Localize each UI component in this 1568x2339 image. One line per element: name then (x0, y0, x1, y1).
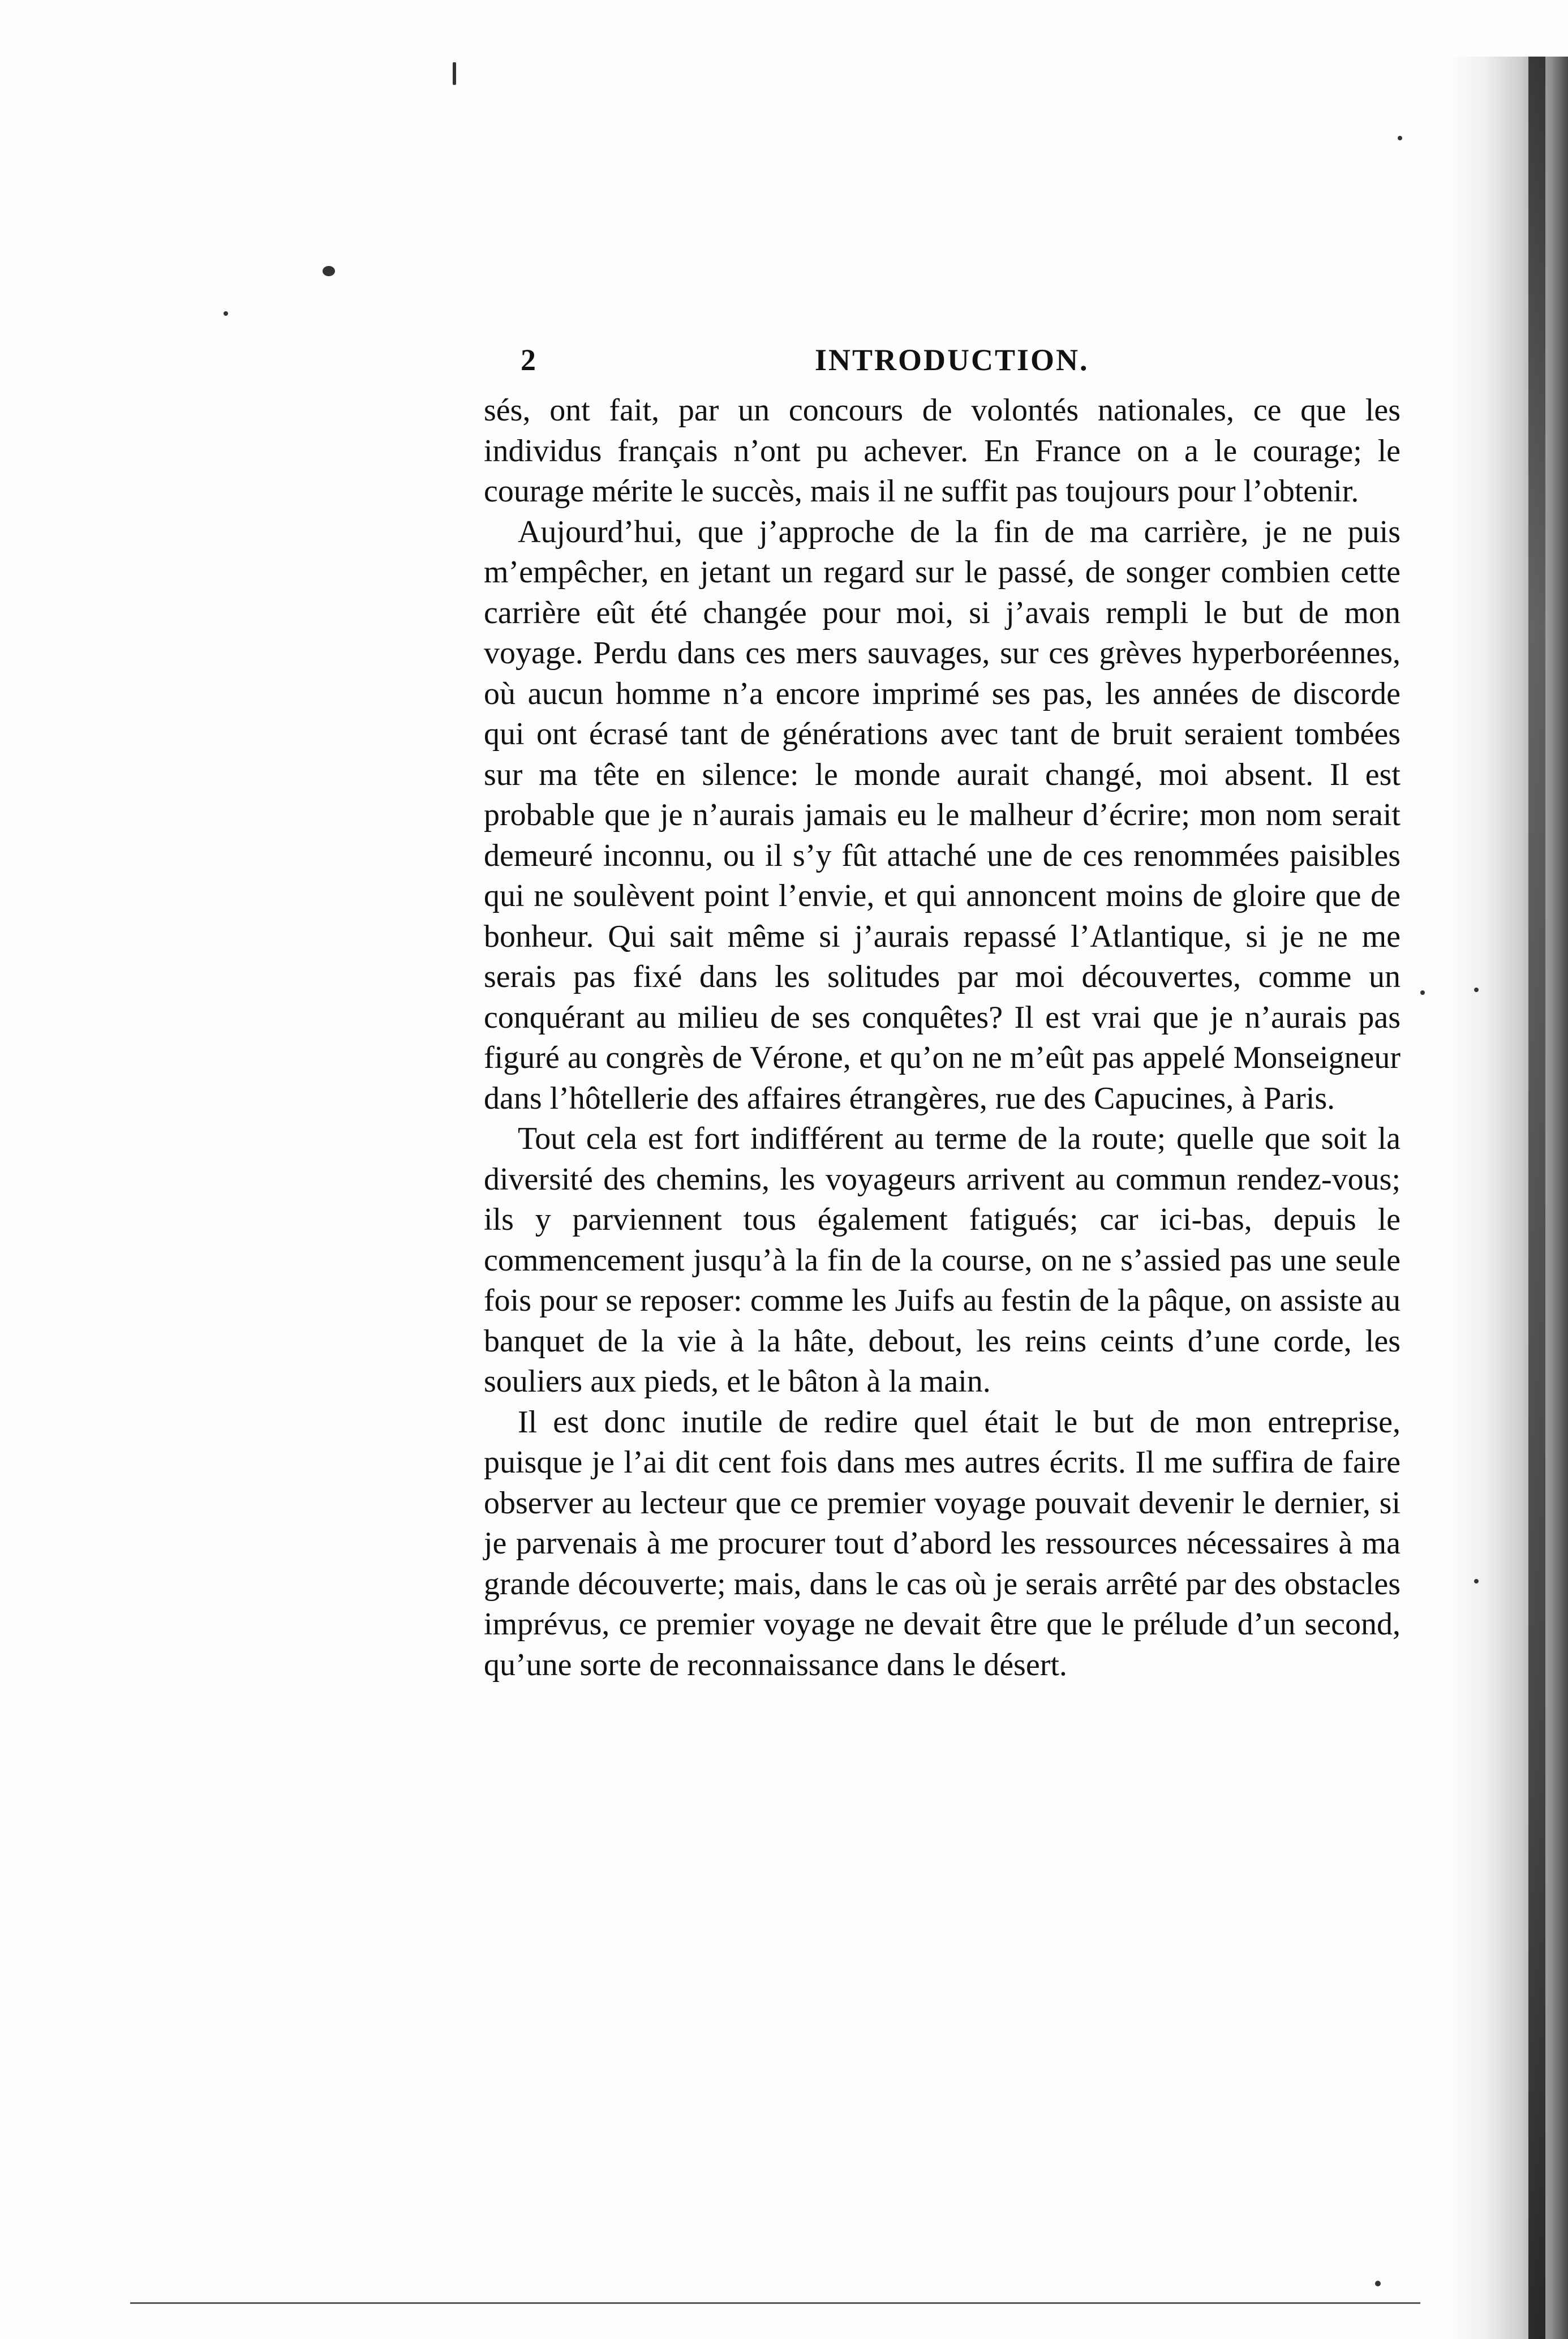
running-head-title: INTRODUCTION. (815, 343, 1089, 377)
running-head (487, 342, 1403, 382)
paragraph-continued: sés, ont fait, par un concours de volontés nationales, ce que les individus français n’ont pu achever. En France on a le courage; le courage mérite le succès, mais il ne suffit pas toujours pour l’obtenir. (484, 393, 1401, 509)
paragraph: Tout cela est fort indifférent au terme de la route; quelle que soit la diversité des chemins, les voyageurs arrivent au commun rendez-vous; ils y parviennent tous également fatigués; car ici-bas, depuis le commencement jusqu’à la fin de la course, on ne s’assied pas une seule fois pour se reposer: comme les Juifs au festin de la pâque, on assiste au banquet de la vie à la hâte, debout, les reins ceints d’une corde, les souliers aux pieds, et le bâton à la main. (484, 1121, 1401, 1399)
scan-edge-binding (1528, 57, 1545, 2339)
scan-speck (323, 266, 335, 276)
scan-speck (453, 62, 456, 85)
scan-speck (1474, 988, 1479, 992)
paragraph: Aujourd’hui, que j’approche de la fin de ma carrière, je ne puis m’empêcher, en jetant un regard sur le passé, de songer combien cette carrière eût été changée pour moi, si j’avais rempli le but de mon voyage. Perdu dans ces mers sauvages, sur ces grèves hyperboréennes, où aucun homme n’a encore imprimé ses pas, les années de discorde qui ont écrasé tant de générations avec tant de bruit seraient tombées sur ma tête en silence: le monde aurait changé, moi absent. Il est probable que je n’aurais jamais eu le malheur d’écrire; mon nom serait demeuré inconnu, ou il s’y fût attaché une de ces renommées paisibles qui ne soulèvent point l’envie, et qui annoncent moins de gloire que de bonheur. Qui sait même si j’aurais repassé l’Atlantique, si je ne me serais pas fixé dans les solitudes par moi découvertes, comme un conquérant au milieu de ses conquêtes? Il est vrai que je n’aurais pas figuré au congrès de Vérone, et qu’on ne m’eût pas appelé Monseigneur dans l’hôtellerie des affaires étrangères, rue des Capucines, à Paris. (484, 514, 1401, 1116)
paragraph: Il est donc inutile de redire quel était le but de mon entreprise, puisque je l’ai dit cent fois dans mes autres écrits. Il me suffira de faire observer au lecteur que ce premier voyage pouvait devenir le dernier, si je parvenais à me procurer tout d’abord les ressources nécessaires à ma grande découverte; mais, dans le cas où je serais arrêté par des obstacles imprévus, ce premier voyage ne devait être que le prélude d’un second, qu’une sorte de reconnaissance dans le désert. (484, 1404, 1401, 1683)
page-number: 2 (521, 343, 536, 377)
body-text (484, 390, 1401, 1685)
scan-edge-shadow (1449, 57, 1568, 2339)
scan-speck (1420, 990, 1425, 995)
scan-speck (1474, 1579, 1479, 1583)
scan-bottom-edge-line (130, 2302, 1420, 2304)
scan-speck (1375, 2281, 1381, 2286)
scan-speck (1398, 136, 1402, 140)
scan-speck (224, 311, 228, 316)
